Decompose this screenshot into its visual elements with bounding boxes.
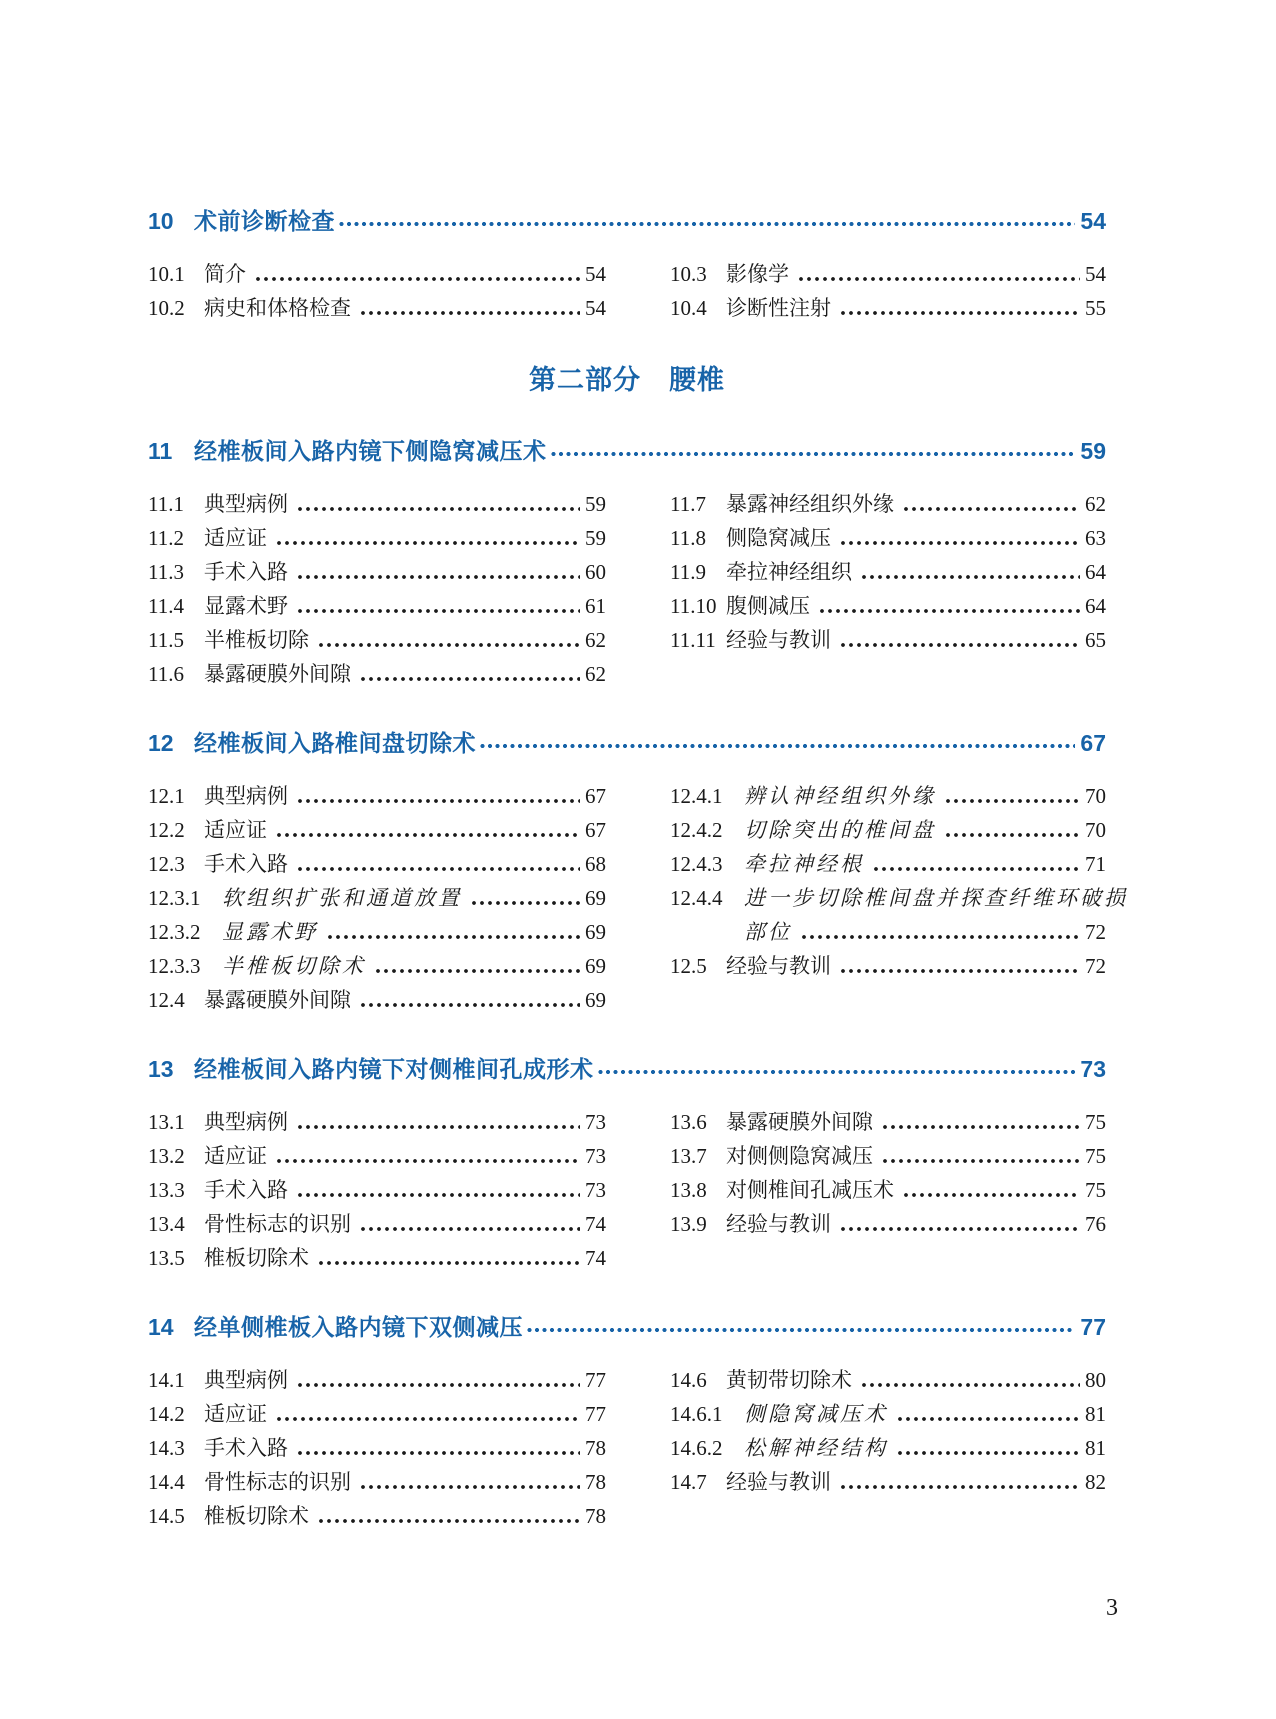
entry-page-number: 74 xyxy=(585,1246,606,1270)
entry-number: 13.6 xyxy=(670,1110,707,1134)
entry-title: 显露术野 xyxy=(222,920,318,944)
entry-title: 经验与教训 xyxy=(726,954,831,978)
chapter-page-number: 54 xyxy=(1080,208,1106,234)
entry-title: 典型病例 xyxy=(204,492,288,516)
toc-content xyxy=(148,205,1128,1569)
dot-leader-icon xyxy=(296,1188,580,1201)
dot-leader-icon xyxy=(359,306,580,319)
dot-leader-icon xyxy=(326,930,580,943)
dot-leader-icon xyxy=(296,502,580,515)
toc-entry xyxy=(670,1139,1106,1173)
toc-entry xyxy=(670,1173,1106,1207)
entry-number: 11.11 xyxy=(670,628,716,652)
dot-leader-icon xyxy=(479,739,1075,752)
chapter-columns xyxy=(148,779,1128,1017)
entry-page-number: 76 xyxy=(1085,1212,1106,1236)
dot-leader-icon xyxy=(526,1323,1075,1336)
entry-page-number: 69 xyxy=(585,920,606,944)
entry-title: 影像学 xyxy=(726,262,789,286)
entry-number: 12.3 xyxy=(148,852,185,876)
chapter-section xyxy=(148,1311,1106,1533)
chapter-heading xyxy=(148,1053,1106,1085)
chapter-title: 经椎板间入路椎间盘切除术 xyxy=(194,730,476,756)
dot-leader-icon xyxy=(296,570,580,583)
entry-number: 11.2 xyxy=(148,526,184,550)
entry-number: 10.2 xyxy=(148,296,185,320)
dot-leader-icon xyxy=(896,1446,1080,1459)
entry-page-number: 78 xyxy=(585,1436,606,1460)
dot-leader-icon xyxy=(296,1120,580,1133)
toc-entry xyxy=(670,555,1106,589)
entry-title: 经验与教训 xyxy=(726,628,831,652)
entry-number: 11.6 xyxy=(148,662,184,686)
entry-page-number: 72 xyxy=(1085,954,1106,978)
chapter-section xyxy=(148,205,1106,325)
entry-page-number: 69 xyxy=(585,954,606,978)
entry-number: 11.8 xyxy=(670,526,706,550)
entry-title: 典型病例 xyxy=(204,784,288,808)
entry-page-number: 67 xyxy=(585,818,606,842)
entry-page-number: 70 xyxy=(1085,818,1106,842)
entry-number: 12.3.3 xyxy=(148,954,201,978)
entry-title: 松解神经结构 xyxy=(744,1436,888,1460)
toc-entry xyxy=(670,521,1106,555)
dot-leader-icon xyxy=(317,1256,580,1269)
entry-page-number: 61 xyxy=(585,594,606,618)
entry-title: 手术入路 xyxy=(204,560,288,584)
entry-title: 典型病例 xyxy=(204,1368,288,1392)
entry-title: 适应证 xyxy=(204,1402,267,1426)
entry-number: 13.1 xyxy=(148,1110,185,1134)
entry-number: 11.9 xyxy=(670,560,706,584)
chapter-title: 经椎板间入路内镜下对侧椎间孔成形术 xyxy=(194,1056,594,1082)
toc-entry xyxy=(148,847,606,881)
entry-number: 12.3.1 xyxy=(148,886,201,910)
entry-number: 13.8 xyxy=(670,1178,707,1202)
toc-entry xyxy=(148,521,606,555)
entry-title: 暴露硬膜外间隙 xyxy=(726,1110,873,1134)
entry-number: 14.6 xyxy=(670,1368,707,1392)
entry-page-number: 77 xyxy=(585,1402,606,1426)
toc-entry xyxy=(148,915,606,949)
entry-title: 适应证 xyxy=(204,526,267,550)
toc-entry xyxy=(670,779,1106,813)
toc-entry xyxy=(148,949,606,983)
entry-page-number: 82 xyxy=(1085,1470,1106,1494)
dot-leader-icon xyxy=(296,794,580,807)
dot-leader-icon xyxy=(860,1378,1080,1391)
entry-title: 椎板切除术 xyxy=(204,1504,309,1528)
entry-number: 11.4 xyxy=(148,594,184,618)
dot-leader-icon xyxy=(597,1065,1076,1078)
toc-entry xyxy=(670,623,1106,657)
toc-entry xyxy=(670,1207,1106,1241)
entries-column-left xyxy=(148,487,606,691)
entry-number: 13.4 xyxy=(148,1212,185,1236)
dot-leader-icon xyxy=(839,306,1080,319)
toc-entry xyxy=(670,589,1106,623)
entry-page-number: 54 xyxy=(585,296,606,320)
entry-title: 进一步切除椎间盘并探查纤维环破损 xyxy=(744,886,1128,910)
entry-number: 10.4 xyxy=(670,296,707,320)
entry-page-number: 62 xyxy=(585,662,606,686)
dot-leader-icon xyxy=(881,1120,1080,1133)
toc-entry xyxy=(670,1363,1106,1397)
toc-entry xyxy=(148,1207,606,1241)
entry-title: 简介 xyxy=(204,262,246,286)
entry-page-number: 60 xyxy=(585,560,606,584)
dot-leader-icon xyxy=(839,1480,1080,1493)
entry-number: 12.1 xyxy=(148,784,185,808)
dot-leader-icon xyxy=(872,862,1080,875)
chapter-columns xyxy=(148,1363,1106,1533)
chapter-heading xyxy=(148,205,1106,237)
toc-entry xyxy=(148,813,606,847)
toc-entry-continuation xyxy=(670,915,1106,949)
entry-number: 12.3.2 xyxy=(148,920,201,944)
entry-page-number: 80 xyxy=(1085,1368,1106,1392)
entry-title: 病史和体格检查 xyxy=(204,296,351,320)
toc-entry xyxy=(148,1499,606,1533)
entry-number: 13.2 xyxy=(148,1144,185,1168)
entry-page-number: 75 xyxy=(1085,1144,1106,1168)
entry-number: 14.4 xyxy=(148,1470,185,1494)
toc-entry xyxy=(148,623,606,657)
entries-column-left xyxy=(148,779,606,1017)
toc-entry xyxy=(148,487,606,521)
entry-title: 牵拉神经根 xyxy=(744,852,864,876)
toc-entry xyxy=(670,881,1128,915)
dot-leader-icon xyxy=(839,638,1080,651)
entry-page-number: 54 xyxy=(585,262,606,286)
entry-number: 13.3 xyxy=(148,1178,185,1202)
entry-title: 对侧侧隐窝减压 xyxy=(726,1144,873,1168)
toc-entry xyxy=(148,1105,606,1139)
entry-title: 部位 xyxy=(744,920,792,944)
entry-title: 腹侧减压 xyxy=(726,594,810,618)
toc-entry xyxy=(148,657,606,691)
dot-leader-icon xyxy=(254,272,580,285)
chapter-columns xyxy=(148,257,1106,325)
dot-leader-icon xyxy=(359,1480,580,1493)
entry-title: 半椎板切除 xyxy=(204,628,309,652)
entry-title: 手术入路 xyxy=(204,852,288,876)
chapter-number: 14 xyxy=(148,1314,174,1340)
dot-leader-icon xyxy=(275,1154,580,1167)
entry-title: 经验与教训 xyxy=(726,1212,831,1236)
entry-number: 12.4 xyxy=(148,988,185,1012)
chapter-number: 13 xyxy=(148,1056,174,1082)
toc-entry xyxy=(148,1173,606,1207)
entry-number: 11.5 xyxy=(148,628,184,652)
entries-column-left xyxy=(148,1105,606,1275)
column-gap xyxy=(606,257,670,325)
dot-leader-icon xyxy=(338,217,1075,230)
entry-title: 典型病例 xyxy=(204,1110,288,1134)
chapter-page-number: 59 xyxy=(1080,438,1106,464)
dot-leader-icon xyxy=(797,272,1080,285)
entry-number: 14.6.2 xyxy=(670,1436,723,1460)
entry-number: 11.7 xyxy=(670,492,706,516)
toc-entry xyxy=(148,1139,606,1173)
entry-page-number: 73 xyxy=(585,1178,606,1202)
entry-page-number: 65 xyxy=(1085,628,1106,652)
dot-leader-icon xyxy=(860,570,1080,583)
entry-page-number: 64 xyxy=(1085,594,1106,618)
entry-number: 14.5 xyxy=(148,1504,185,1528)
entries-column-right xyxy=(670,1105,1106,1275)
entry-title: 骨性标志的识别 xyxy=(204,1212,351,1236)
toc-entry xyxy=(148,983,606,1017)
dot-leader-icon xyxy=(944,828,1080,841)
entries-column-right xyxy=(670,257,1106,325)
entry-number: 10.1 xyxy=(148,262,185,286)
column-gap xyxy=(606,1105,670,1275)
dot-leader-icon xyxy=(881,1154,1080,1167)
entry-page-number: 63 xyxy=(1085,526,1106,550)
chapter-page-number: 73 xyxy=(1080,1056,1106,1082)
entry-page-number: 75 xyxy=(1085,1110,1106,1134)
toc-entry xyxy=(148,1431,606,1465)
entry-title: 对侧椎间孔减压术 xyxy=(726,1178,894,1202)
entry-title: 侧隐窝减压术 xyxy=(744,1402,888,1426)
dot-leader-icon xyxy=(275,536,580,549)
entry-page-number: 73 xyxy=(585,1144,606,1168)
chapter-heading xyxy=(148,1311,1106,1343)
dot-leader-icon xyxy=(359,998,580,1011)
entries-column-left xyxy=(148,1363,606,1533)
entry-title: 适应证 xyxy=(204,818,267,842)
toc-entry xyxy=(670,1397,1106,1431)
entries-column-right xyxy=(670,487,1106,691)
entry-page-number: 75 xyxy=(1085,1178,1106,1202)
part-heading: 第二部分 腰椎 xyxy=(529,365,725,395)
chapter-page-number: 67 xyxy=(1080,730,1106,756)
entry-title: 辨认神经组织外缘 xyxy=(744,784,936,808)
toc-entry xyxy=(670,1465,1106,1499)
entry-title: 经验与教训 xyxy=(726,1470,831,1494)
entry-number: 14.3 xyxy=(148,1436,185,1460)
toc-entry xyxy=(670,813,1106,847)
column-gap xyxy=(606,1363,670,1533)
dot-leader-icon xyxy=(839,1222,1080,1235)
entries-column-right xyxy=(670,1363,1106,1533)
entry-title: 切除突出的椎间盘 xyxy=(744,818,936,842)
entry-number: 13.9 xyxy=(670,1212,707,1236)
entry-page-number: 62 xyxy=(1085,492,1106,516)
entry-number: 10.3 xyxy=(670,262,707,286)
toc-entry xyxy=(148,291,606,325)
entry-page-number: 81 xyxy=(1085,1436,1106,1460)
entry-title: 适应证 xyxy=(204,1144,267,1168)
entry-page-number: 72 xyxy=(1085,920,1106,944)
dot-leader-icon xyxy=(359,1222,580,1235)
toc-entry xyxy=(148,1397,606,1431)
toc-entry xyxy=(148,1363,606,1397)
entry-title: 暴露硬膜外间隙 xyxy=(204,662,351,686)
entry-title: 诊断性注射 xyxy=(726,296,831,320)
entry-page-number: 68 xyxy=(585,852,606,876)
entry-number: 12.4.3 xyxy=(670,852,723,876)
toc-entry xyxy=(670,291,1106,325)
entry-title: 显露术野 xyxy=(204,594,288,618)
toc-entry xyxy=(670,257,1106,291)
entry-number: 14.1 xyxy=(148,1368,185,1392)
chapter-heading xyxy=(148,727,1106,759)
entry-page-number: 69 xyxy=(585,886,606,910)
dot-leader-icon xyxy=(818,604,1080,617)
entry-page-number: 73 xyxy=(585,1110,606,1134)
entry-title: 软组织扩张和通道放置 xyxy=(222,886,462,910)
entry-title: 骨性标志的识别 xyxy=(204,1470,351,1494)
entry-page-number: 59 xyxy=(585,526,606,550)
entry-page-number: 54 xyxy=(1085,262,1106,286)
entry-page-number: 77 xyxy=(585,1368,606,1392)
dot-leader-icon xyxy=(275,1412,580,1425)
entry-number: 13.5 xyxy=(148,1246,185,1270)
entry-page-number: 78 xyxy=(585,1504,606,1528)
chapter-number: 10 xyxy=(148,208,174,234)
entry-page-number: 71 xyxy=(1085,852,1106,876)
toc-entry xyxy=(670,487,1106,521)
entry-number: 11.1 xyxy=(148,492,184,516)
dot-leader-icon xyxy=(902,502,1080,515)
entries-column-left xyxy=(148,257,606,325)
entry-title: 半椎板切除术 xyxy=(222,954,366,978)
entry-page-number: 55 xyxy=(1085,296,1106,320)
column-gap xyxy=(606,779,670,1017)
dot-leader-icon xyxy=(275,828,580,841)
toc-entry xyxy=(148,589,606,623)
dot-leader-icon xyxy=(296,862,580,875)
chapter-number: 12 xyxy=(148,730,174,756)
entry-title: 手术入路 xyxy=(204,1436,288,1460)
entry-title: 牵拉神经组织 xyxy=(726,560,852,584)
entry-page-number: 69 xyxy=(585,988,606,1012)
chapter-section xyxy=(148,435,1106,691)
toc-entry xyxy=(148,1465,606,1499)
entry-title: 侧隐窝减压 xyxy=(726,526,831,550)
chapter-title: 经椎板间入路内镜下侧隐窝减压术 xyxy=(194,438,547,464)
entry-number: 14.6.1 xyxy=(670,1402,723,1426)
entry-page-number: 62 xyxy=(585,628,606,652)
dot-leader-icon xyxy=(296,1378,580,1391)
toc-entry xyxy=(148,555,606,589)
entry-title: 暴露神经组织外缘 xyxy=(726,492,894,516)
entry-number: 12.5 xyxy=(670,954,707,978)
chapter-title: 术前诊断检查 xyxy=(194,208,335,234)
column-gap xyxy=(606,487,670,691)
dot-leader-icon xyxy=(317,638,580,651)
footer-page-number: 3 xyxy=(1106,1595,1118,1621)
entry-number: 13.7 xyxy=(670,1144,707,1168)
entry-number: 12.4.2 xyxy=(670,818,723,842)
entry-number: 12.4.1 xyxy=(670,784,723,808)
dot-leader-icon xyxy=(800,930,1080,943)
entry-number: 11.3 xyxy=(148,560,184,584)
toc-entry xyxy=(148,1241,606,1275)
entry-page-number: 74 xyxy=(585,1212,606,1236)
entry-number: 14.7 xyxy=(670,1470,707,1494)
dot-leader-icon xyxy=(359,672,580,685)
dot-leader-icon xyxy=(902,1188,1080,1201)
entry-page-number: 78 xyxy=(585,1470,606,1494)
dot-leader-icon xyxy=(470,896,580,909)
entry-page-number: 64 xyxy=(1085,560,1106,584)
entry-number: 11.10 xyxy=(670,594,717,618)
entry-number: 14.2 xyxy=(148,1402,185,1426)
entries-column-right xyxy=(670,779,1128,1017)
dot-leader-icon xyxy=(374,964,580,977)
chapter-heading xyxy=(148,435,1106,467)
dot-leader-icon xyxy=(550,447,1076,460)
dot-leader-icon xyxy=(296,604,580,617)
entry-page-number: 59 xyxy=(585,492,606,516)
dot-leader-icon xyxy=(317,1514,580,1527)
toc-entry xyxy=(670,1431,1106,1465)
entry-title: 手术入路 xyxy=(204,1178,288,1202)
entry-title: 黄韧带切除术 xyxy=(726,1368,852,1392)
chapter-title: 经单侧椎板入路内镜下双侧减压 xyxy=(194,1314,523,1340)
chapter-section xyxy=(148,727,1128,1017)
dot-leader-icon xyxy=(944,794,1080,807)
entry-page-number: 81 xyxy=(1085,1402,1106,1426)
chapter-number: 11 xyxy=(148,438,173,464)
chapter-page-number: 77 xyxy=(1080,1314,1106,1340)
entry-number: 12.2 xyxy=(148,818,185,842)
entry-page-number: 67 xyxy=(585,784,606,808)
toc-entry xyxy=(670,1105,1106,1139)
chapter-columns xyxy=(148,487,1106,691)
entry-number: 12.4.4 xyxy=(670,886,723,910)
dot-leader-icon xyxy=(896,1412,1080,1425)
dot-leader-icon xyxy=(839,964,1080,977)
entry-page-number: 70 xyxy=(1085,784,1106,808)
chapter-section xyxy=(148,1053,1106,1275)
toc-entry xyxy=(670,847,1106,881)
entry-title: 椎板切除术 xyxy=(204,1246,309,1270)
dot-leader-icon xyxy=(296,1446,580,1459)
dot-leader-icon xyxy=(839,536,1080,549)
chapter-columns xyxy=(148,1105,1106,1275)
toc-entry xyxy=(148,881,606,915)
toc-entry xyxy=(148,257,606,291)
toc-entry xyxy=(670,949,1106,983)
entry-title: 暴露硬膜外间隙 xyxy=(204,988,351,1012)
toc-entry xyxy=(148,779,606,813)
